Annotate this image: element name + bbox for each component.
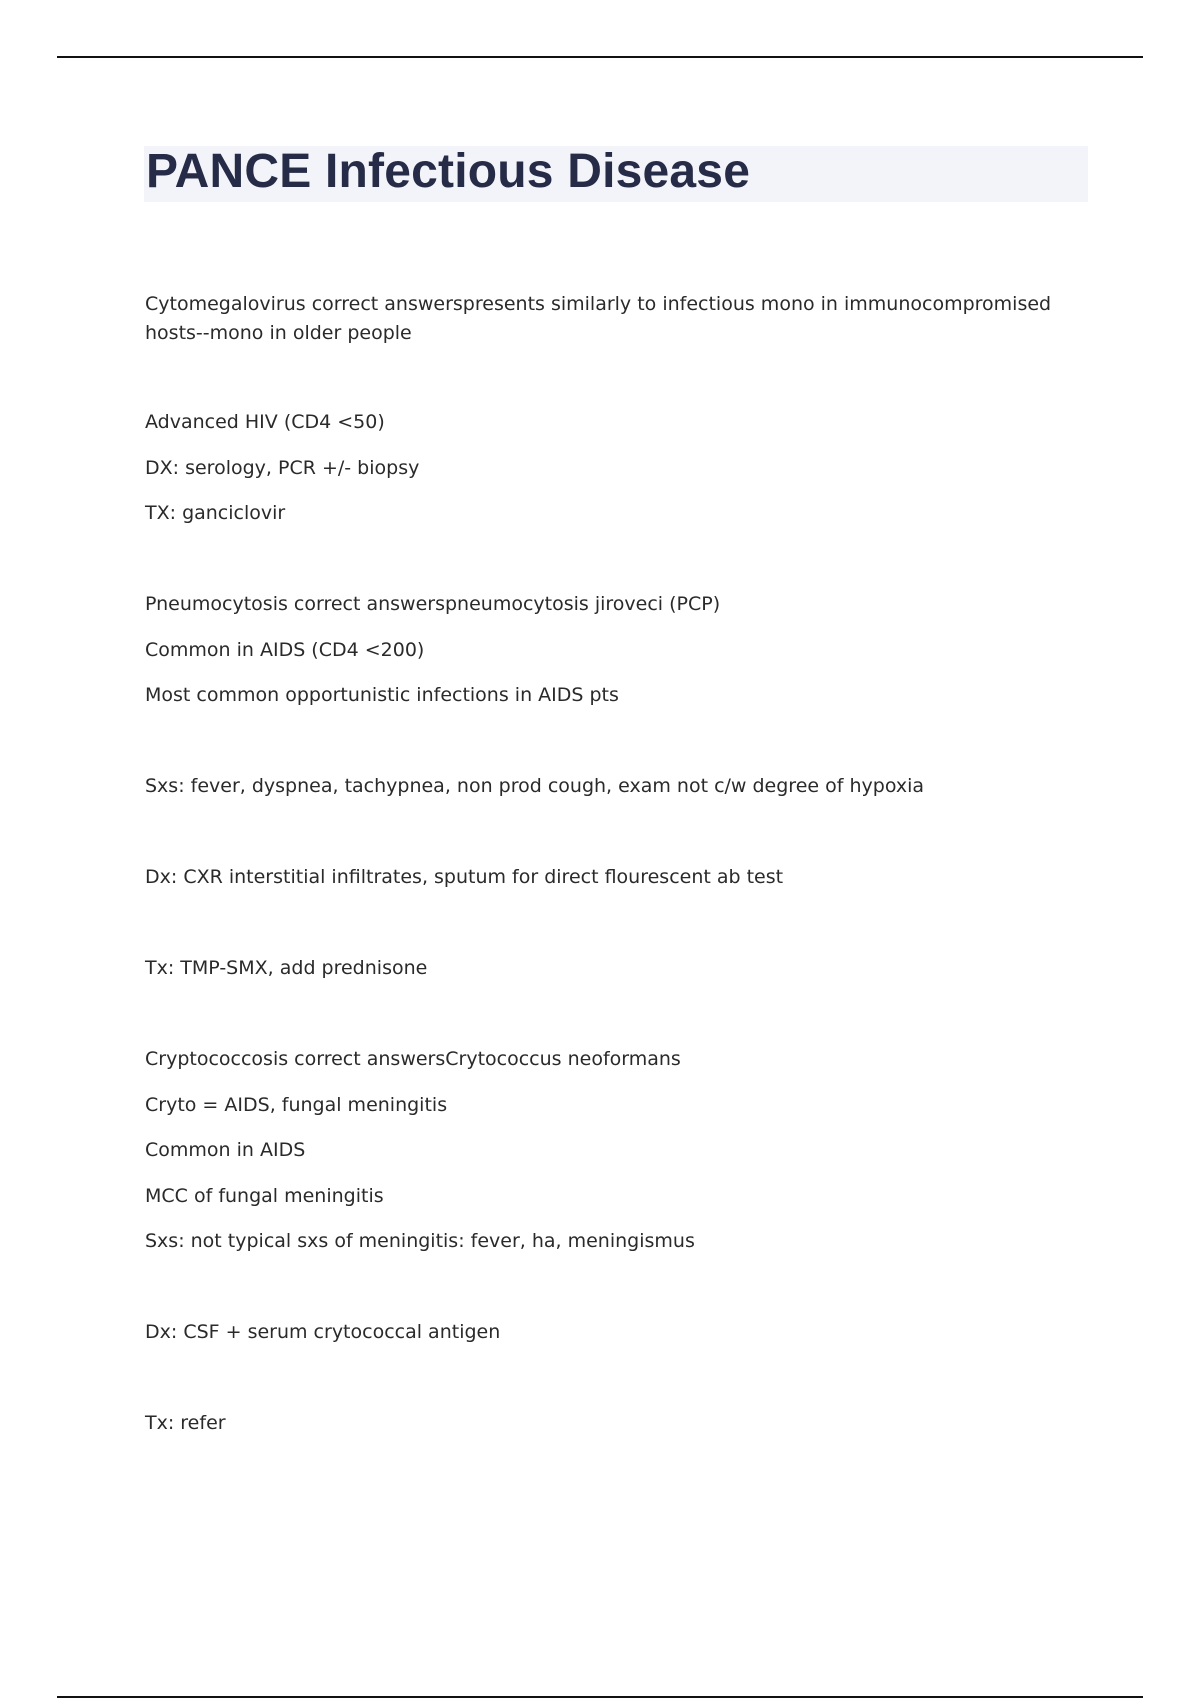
paragraph-advanced-hiv: Advanced HIV (CD4 <50) [145, 411, 385, 433]
paragraph-pcp-dx: Dx: CXR interstitial infiltrates, sputum for direct flourescent ab test [145, 866, 784, 888]
paragraph-cryto-tx: Tx: refer [145, 1412, 226, 1434]
bottom-rule [57, 1696, 1143, 1698]
paragraph-cytomegalovirus: Cytomegalovirus correct answerspresents similarly to infectious mono in immunocompromised hosts--mono in older people [145, 293, 1052, 344]
paragraph-cryto-aids: Cryto = AIDS, fungal meningitis [145, 1094, 448, 1116]
top-rule [57, 56, 1143, 58]
page-title: PANCE Infectious Disease [146, 145, 751, 198]
paragraph-pcp-tx: Tx: TMP-SMX, add prednisone [145, 957, 428, 979]
paragraph-cryto-dx: Dx: CSF + serum crytococcal antigen [145, 1321, 501, 1343]
paragraph-pcp-opportunistic: Most common opportunistic infections in AIDS pts [145, 684, 619, 706]
paragraph-cmv-dx: DX: serology, PCR +/- biopsy [145, 457, 420, 479]
paragraph-pcp-sxs: Sxs: fever, dyspnea, tachypnea, non prod cough, exam not c/w degree of hypoxia [145, 775, 925, 797]
paragraph-cryptococcosis: Cryptococcosis correct answersCrytococcus neoformans [145, 1048, 681, 1070]
document-body [145, 290, 1085, 1438]
paragraph-cryto-common: Common in AIDS [145, 1139, 306, 1161]
paragraph-pneumocytosis: Pneumocytosis correct answerspneumocytosis jiroveci (PCP) [145, 593, 721, 615]
paragraph-cryto-mcc: MCC of fungal meningitis [145, 1185, 384, 1207]
paragraph-cmv-tx: TX: ganciclovir [145, 502, 286, 524]
paragraph-pcp-common: Common in AIDS (CD4 <200) [145, 639, 425, 661]
paragraph-cryto-sxs: Sxs: not typical sxs of meningitis: fever, ha, meningismus [145, 1230, 695, 1252]
